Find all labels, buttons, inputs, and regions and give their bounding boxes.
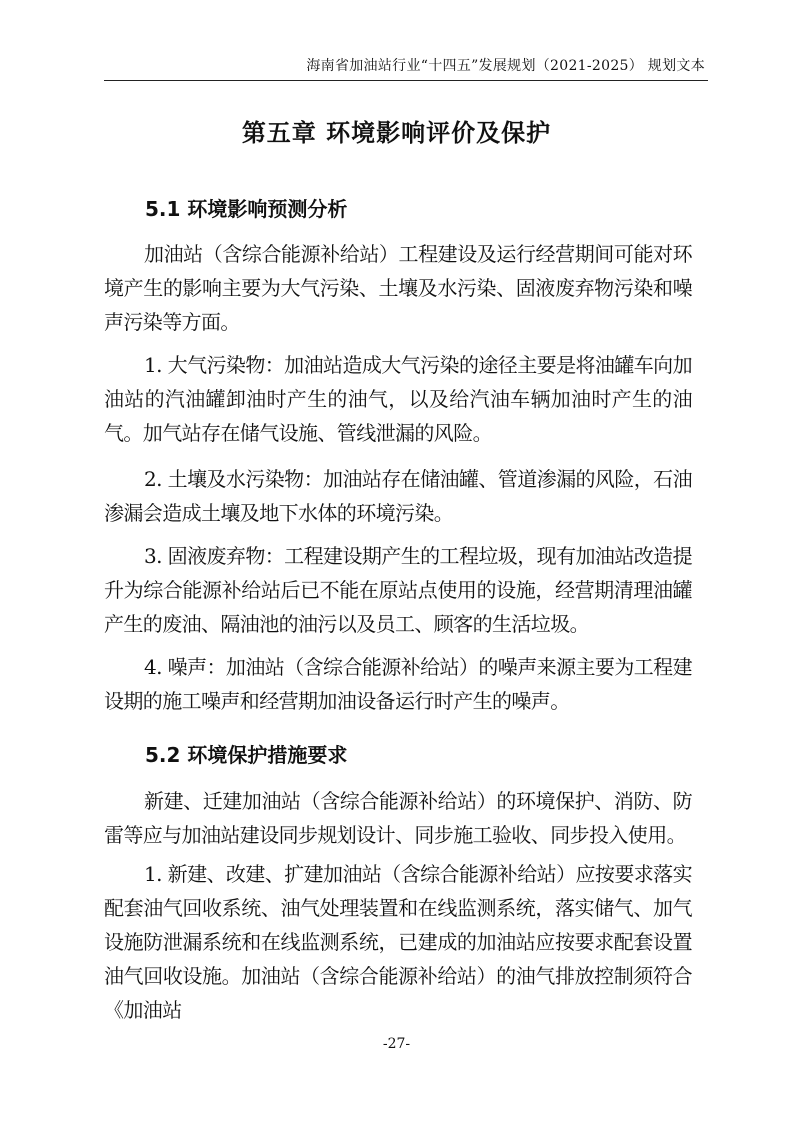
paragraph-intro: 加油站（含综合能源补给站）工程建设及运行经营期间可能对环境产生的影响主要为大气污染、土壤及水污染、固液废弃物污染和噪声污染等方面。 — [104, 242, 692, 334]
paragraph-protection-intro: 新建、迁建加油站（含综合能源补给站）的环境保护、消防、防雷等应与加油站建设同步规划设计、同步施工验收、同步投入使用。 — [104, 789, 692, 847]
chapter-title: 第五章 环境影响评价及保护 — [241, 119, 552, 147]
paragraph-noise: 4. 噪声：加油站（含综合能源补给站）的噪声来源主要为工程建设期的施工噪声和经营期加油设备运行时产生的噪声。 — [104, 655, 692, 713]
paragraph-solid-liquid-waste: 3. 固液废弃物：工程建设期产生的工程垃圾，现有加油站改造提升为综合能源补给站后已不能在原站点使用的设施，经营期清理油罐产生的废油、隔油池的油污以及员工、顾客的生活垃圾。 — [104, 544, 692, 636]
running-header: 海南省加油站行业“十四五”发展规划（2021-2025） 规划文本 — [306, 58, 705, 74]
paragraph-soil-water-pollution: 2. 土壤及水污染物：加油站存在储油罐、管道渗漏的风险，石油渗漏会造成土壤及地下水体的环境污染。 — [104, 467, 692, 525]
page-number: -27- — [382, 1036, 411, 1052]
paragraph-air-pollution: 1. 大气污染物：加油站造成大气污染的途径主要是将油罐车向加油站的汽油罐卸油时产生的油气，以及给汽油车辆加油时产生的油气。加气站存在储气设施、管线泄漏的风险。 — [104, 353, 692, 445]
header-rule — [104, 80, 708, 81]
section-heading-5-1: 5.1 环境影响预测分析 — [145, 197, 348, 221]
section-heading-5-2: 5.2 环境保护措施要求 — [145, 743, 348, 767]
paragraph-vapor-recovery: 1. 新建、改建、扩建加油站（含综合能源补给站）应按要求落实配套油气回收系统、油气处理装置和在线监测系统，落实储气、加气设施防泄漏系统和在线监测系统，已建成的加油站应按要求配套设置油气回收设施。加油站（含综合能源补给站）的油气排放控制须符合《加油站 — [104, 862, 692, 1022]
